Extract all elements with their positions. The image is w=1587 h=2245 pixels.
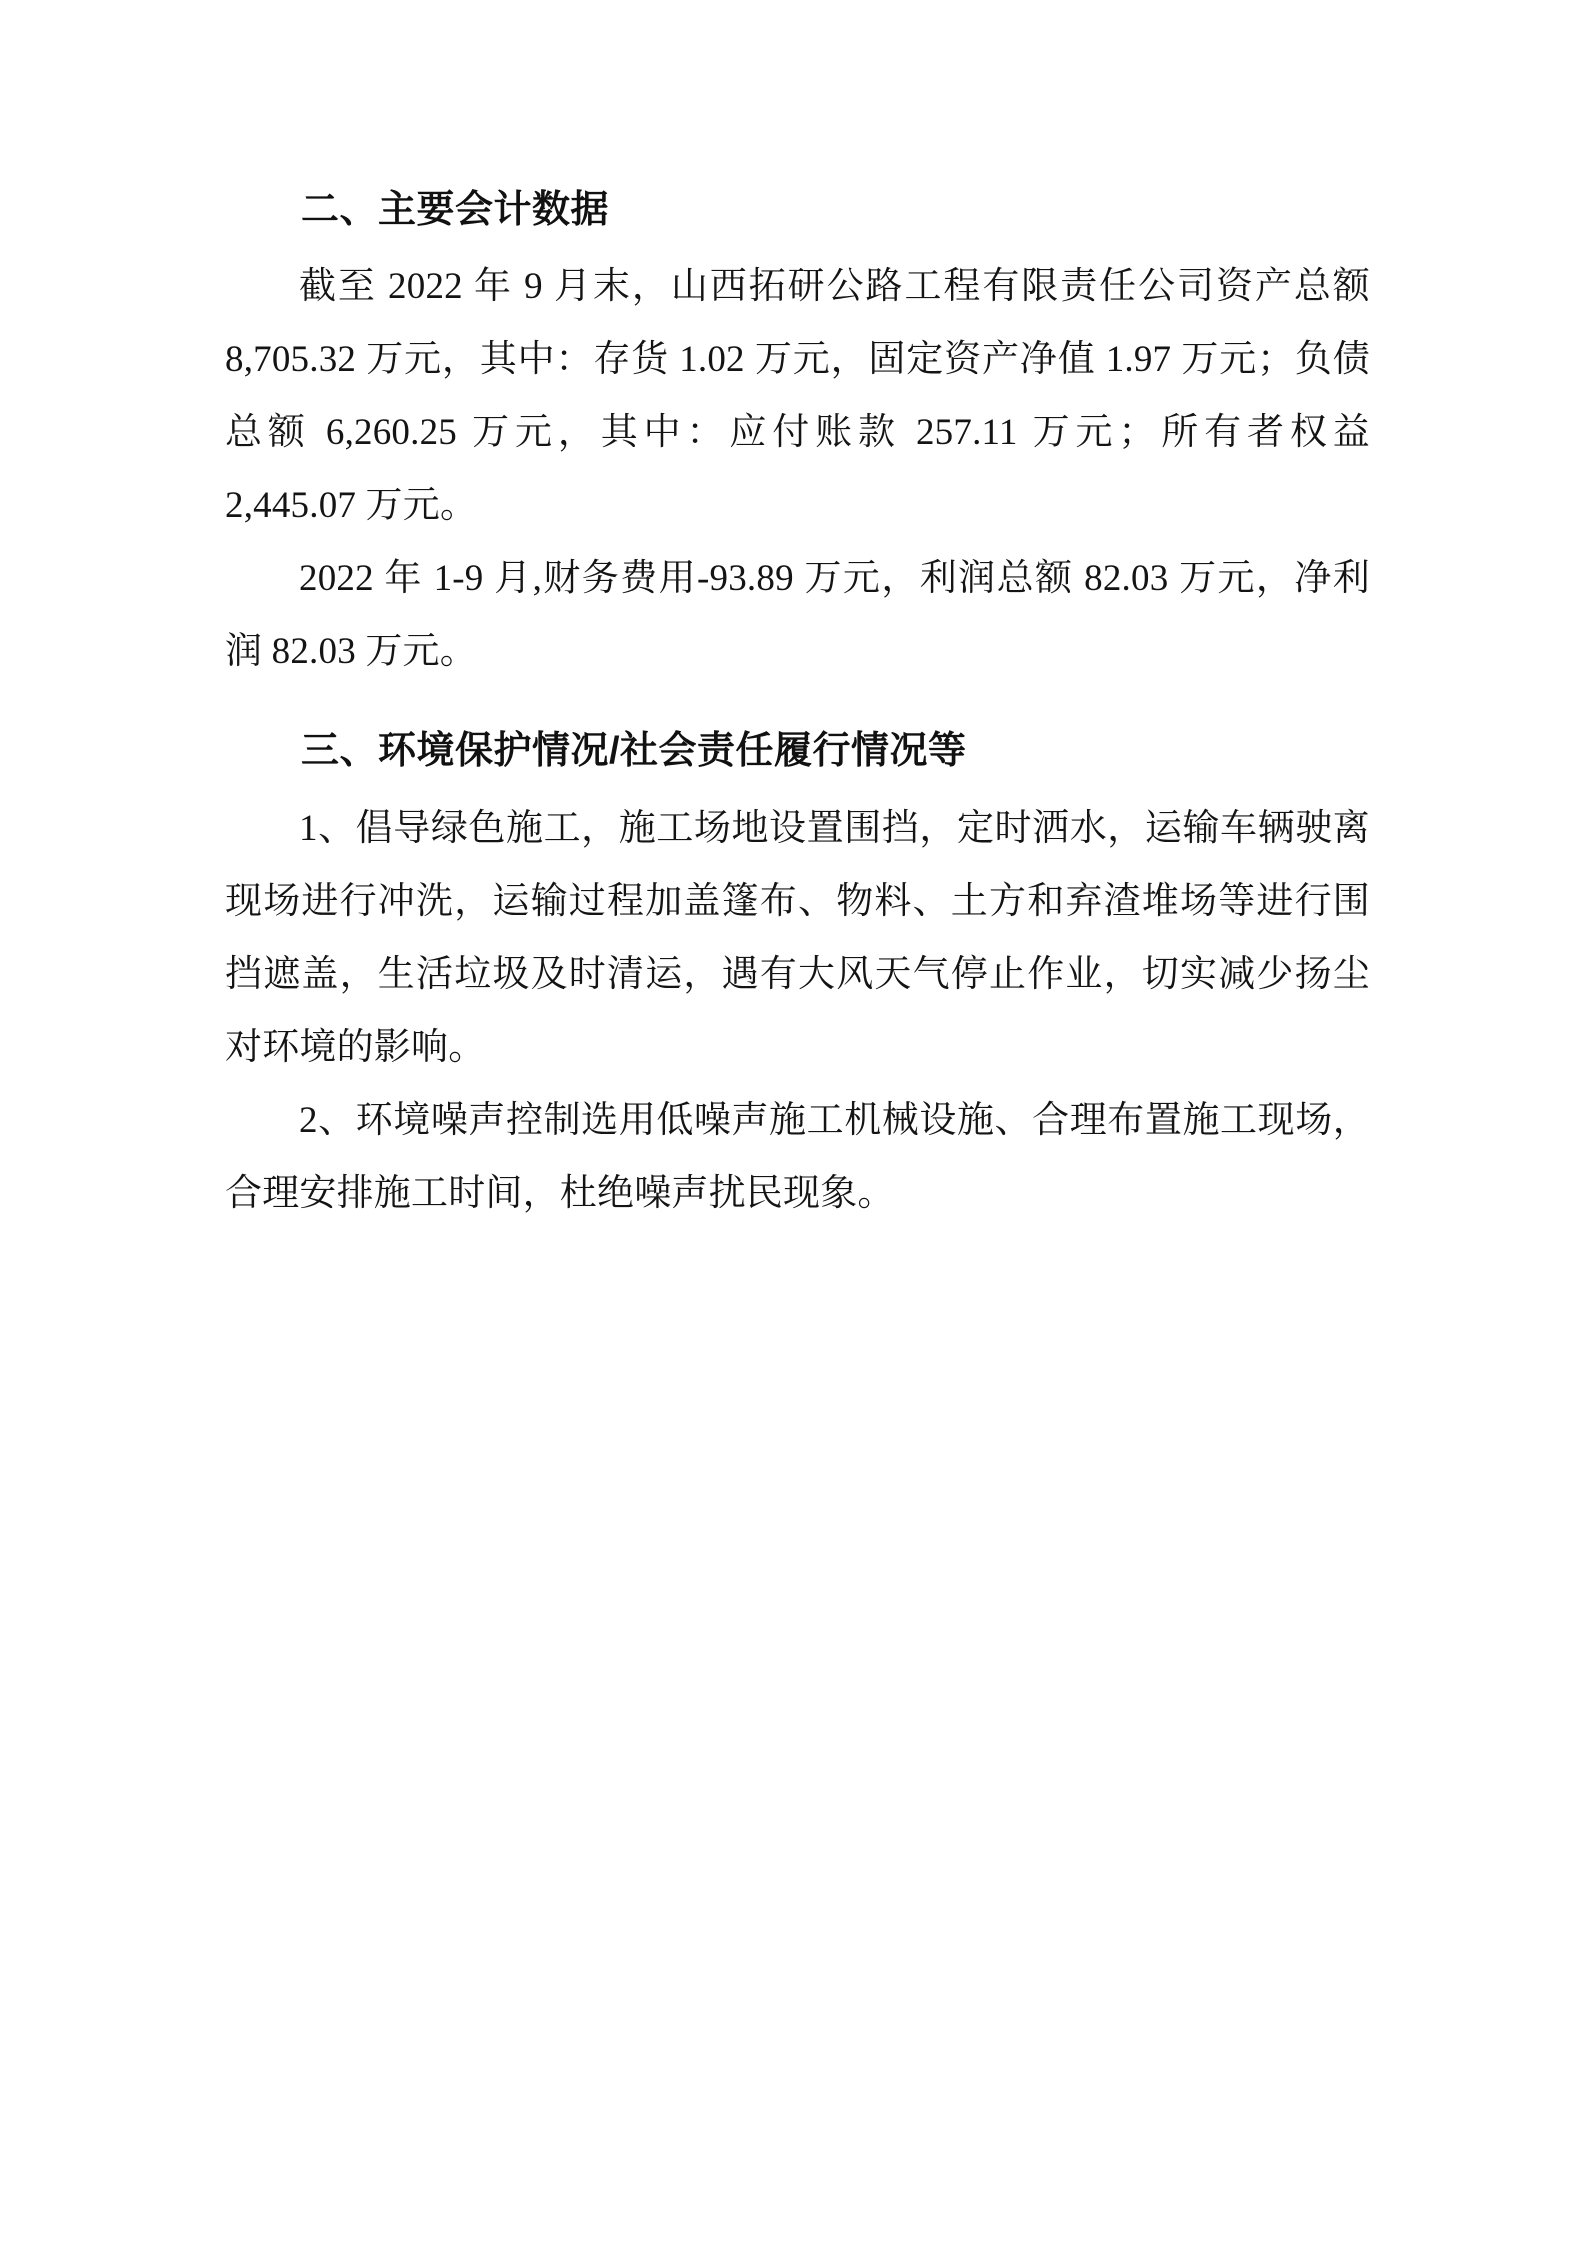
paragraph-green-construction: 1、倡导绿色施工，施工场地设置围挡，定时洒水，运输车辆驶离现场进行冲洗，运输过程加盖篷布、物料、土方和弃渣堆场等进行围挡遮盖，生活垃圾及时清运，遇有大风天气停止作业，切实减少扬尘对环境的影响。 bbox=[225, 807, 1370, 1068]
paragraph-noise-control: 2、环境噪声控制选用低噪声施工机械设施、合理布置施工现场，合理安排施工时间，杜绝噪声扰民现象。 bbox=[225, 1099, 1370, 1214]
paragraph-profit-summary: 2022 年 1-9 月,财务费用-93.89 万元，利润总额 82.03 万元，净利润 82.03 万元。 bbox=[225, 558, 1370, 673]
paragraph-assets-summary: 截至 2022 年 9 月末，山西拓研公路工程有限责任公司资产总额 8,705.32 万元，其中：存货 1.02 万元，固定资产净值 1.97 万元；负债总额 6,260.25 万元，其中：应付账款 257.11 万元；所有者权益 2,445.07 万元。 bbox=[225, 266, 1370, 527]
section-heading-accounting-data: 二、主要会计数据 bbox=[301, 189, 610, 231]
section-heading-environment-responsibility: 三、环境保护情况/社会责任履行情况等 bbox=[301, 730, 967, 773]
document-body bbox=[225, 185, 1370, 1230]
